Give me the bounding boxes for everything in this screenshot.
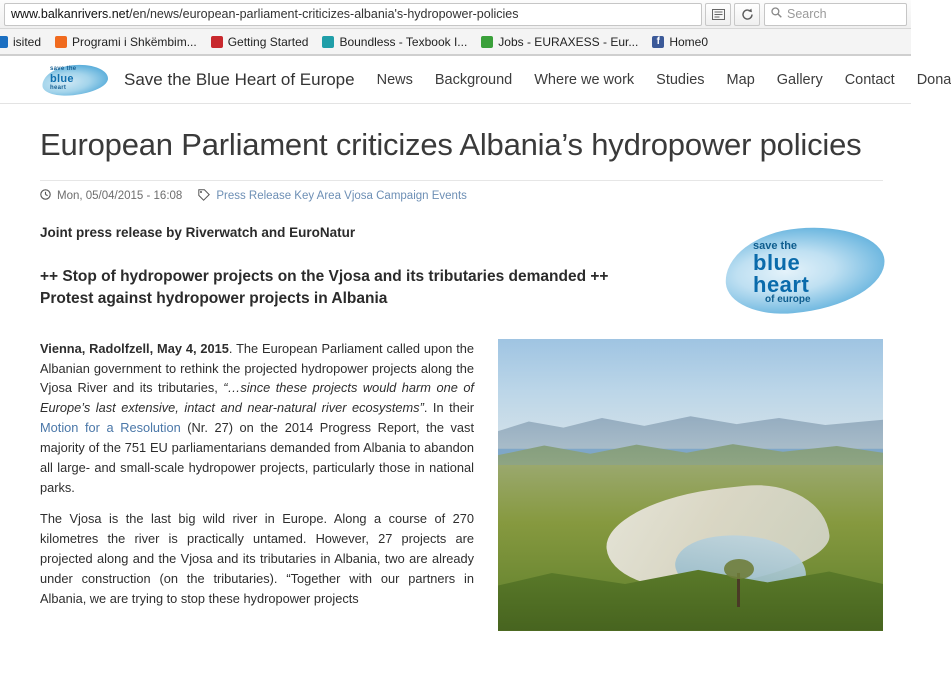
address-bar[interactable] bbox=[4, 3, 702, 26]
article-text-column bbox=[40, 339, 474, 631]
bookmark-item[interactable] bbox=[474, 31, 645, 53]
nav-item-news[interactable]: News bbox=[376, 71, 413, 88]
article-paragraph-2: The Vjosa is the last big wild river in Europe. Along a course of 270 kilometres the river is practically untamed. However, 27 projects are projected along and the Vjosa and its tributaries in Albania, two are already under construction (on the tributaries). “Together with our partners in Albania, we are trying to stop these hydropower projects bbox=[40, 511, 474, 606]
bookmark-label: isited bbox=[13, 34, 42, 49]
reader-view-icon[interactable] bbox=[705, 3, 731, 26]
paragraph1-part2: . In their bbox=[423, 400, 474, 416]
site-nav bbox=[377, 72, 951, 88]
clock-icon bbox=[40, 189, 51, 203]
bookmark-favicon bbox=[55, 36, 67, 48]
bookmark-item[interactable] bbox=[48, 31, 204, 53]
watermark-line2: blue bbox=[753, 250, 801, 275]
bookmark-label: Home0 bbox=[669, 34, 709, 49]
bookmarks-bar bbox=[0, 29, 911, 55]
motion-resolution-link[interactable]: Motion for a Resolution bbox=[40, 420, 181, 436]
page-viewport bbox=[0, 56, 951, 690]
watermark-line4: of europe bbox=[765, 294, 811, 305]
logo-line3: heart bbox=[50, 84, 67, 91]
watermark-line1: save the bbox=[753, 240, 798, 252]
article-tags[interactable]: Press Release Key Area Vjosa Campaign Events bbox=[216, 189, 467, 202]
article-dateline: Vienna, Radolfzell, May 4, 2015 bbox=[40, 340, 229, 356]
url-host: www.balkanrivers.net bbox=[11, 7, 130, 21]
article-paragraph-1 bbox=[40, 339, 474, 498]
bookmark-favicon bbox=[322, 36, 334, 48]
site-title[interactable]: Save the Blue Heart of Europe bbox=[124, 69, 355, 89]
bookmark-label: Boundless - Texbook I... bbox=[339, 34, 468, 49]
bookmark-label: Getting Started bbox=[227, 34, 309, 49]
nav-item-background[interactable]: Background bbox=[434, 71, 513, 88]
subheadline-line-1: ++ Stop of hydropower projects on the Vjosa and its tributaries demanded ++ bbox=[40, 267, 609, 285]
bookmark-item[interactable] bbox=[0, 31, 48, 53]
site-logo-icon[interactable] bbox=[40, 60, 112, 100]
nav-item-contact[interactable]: Contact bbox=[844, 71, 895, 88]
browser-chrome bbox=[0, 0, 911, 56]
search-input[interactable] bbox=[764, 3, 907, 26]
logo-line2: blue bbox=[50, 72, 74, 85]
bookmark-item[interactable] bbox=[204, 31, 316, 53]
paragraph1-part3: (Nr. 27) on the 2014 Progress Report, the vast majority of the 751 EU parliamentarians demanded from Albania to abandon all large- and small-scale hydropower projects, particularly those in national parks. bbox=[40, 420, 474, 495]
photo-tree bbox=[737, 573, 740, 607]
article-subheadline bbox=[40, 266, 720, 311]
nav-item-studies[interactable]: Studies bbox=[656, 71, 705, 88]
article-body bbox=[40, 339, 883, 631]
article bbox=[0, 104, 911, 631]
nav-item-donate[interactable]: Dona bbox=[916, 71, 951, 88]
bookmark-label: Jobs - EURAXESS - Eur... bbox=[498, 34, 639, 49]
paragraph1-part1: . The European Parliament called upon the Albanian government to rethink the projected hydropower projects along the Vjosa River and its tributaries, bbox=[40, 340, 474, 396]
bookmark-item[interactable] bbox=[645, 31, 715, 53]
page-title: European Parliament criticizes Albania’s hydropower policies bbox=[40, 127, 862, 162]
tag-icon bbox=[198, 189, 210, 203]
logo-line1: save the bbox=[50, 65, 77, 72]
nav-item-where-we-work[interactable]: Where we work bbox=[534, 71, 635, 88]
site-header bbox=[0, 56, 951, 104]
watermark-line3: heart bbox=[753, 272, 810, 297]
nav-item-map[interactable]: Map bbox=[726, 71, 755, 88]
url-bar-row bbox=[0, 0, 911, 29]
article-date: Mon, 05/04/2015 - 16:08 bbox=[57, 189, 183, 202]
bookmark-favicon bbox=[211, 36, 223, 48]
nav-item-gallery[interactable]: Gallery bbox=[776, 71, 823, 88]
facebook-icon: f bbox=[652, 36, 664, 48]
article-meta bbox=[40, 180, 883, 203]
bookmark-label: Programi i Shkëmbim... bbox=[72, 34, 197, 49]
blue-heart-watermark-logo bbox=[719, 224, 891, 320]
bookmark-favicon bbox=[481, 36, 493, 48]
bookmark-favicon bbox=[0, 36, 8, 48]
url-path: /en/news/european-parliament-criticizes-albania's-hydropower-policies bbox=[129, 7, 519, 21]
search-icon bbox=[771, 7, 782, 21]
subheadline-line-2: Protest against hydropower projects in Albania bbox=[40, 290, 388, 308]
reload-icon[interactable] bbox=[734, 3, 760, 26]
article-photo bbox=[498, 339, 883, 631]
paragraph1-quote: “…since these projects would harm one of Europe’s last extensive, intact and near-natural river ecosystems” bbox=[40, 380, 474, 416]
search-placeholder-text: Search bbox=[787, 7, 827, 21]
article-lead: Joint press release by Riverwatch and EuroNatur bbox=[40, 224, 356, 240]
bookmark-item[interactable] bbox=[315, 31, 474, 53]
